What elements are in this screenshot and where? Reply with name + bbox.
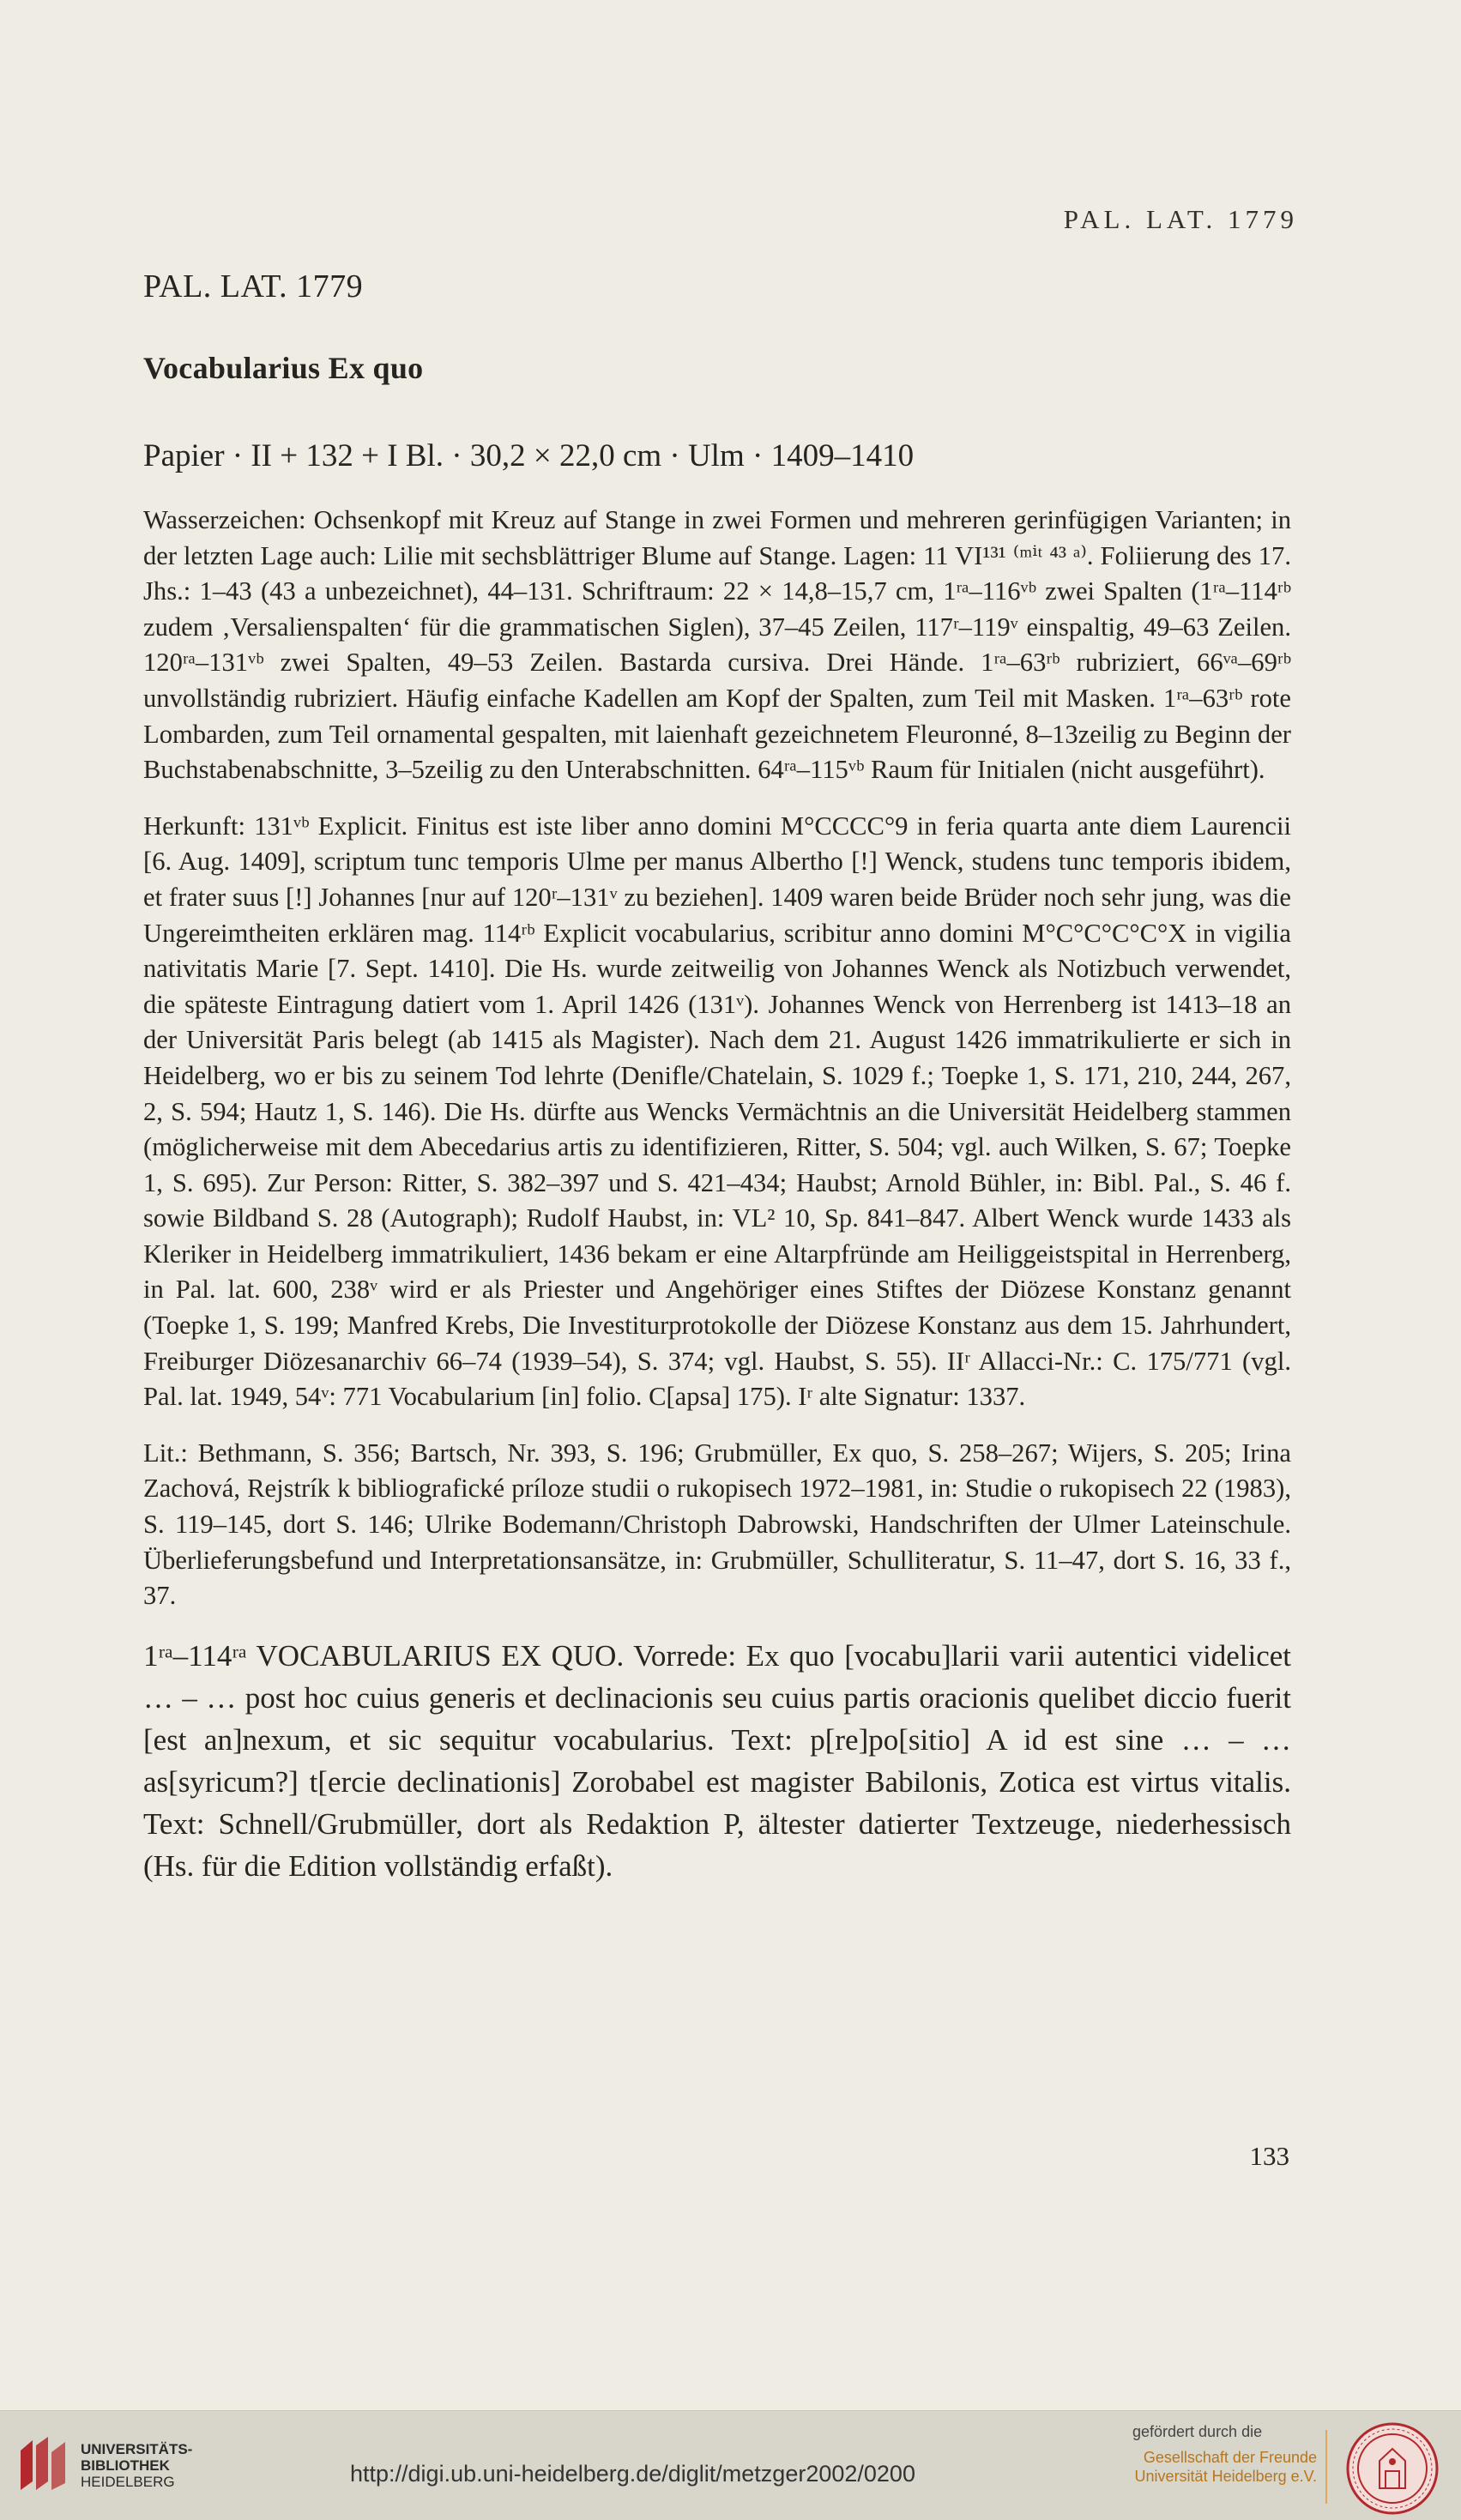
library-logo[interactable]	[15, 2433, 192, 2497]
university-seal-icon[interactable]	[1345, 2421, 1440, 2516]
library-name-line1: UNIVERSITÄTS-	[81, 2440, 193, 2457]
provenance-paragraph: Herkunft: 131ᵛᵇ Explicit. Finitus est iste liber anno domini M°CCCC°9 in feria quarta ante diem Laurencii [6. Aug. 1409], scriptum tunc temporis Ulme per manus Albertho [!] Wenck, studens tunc temporis ibidem, et frater suus [!] Johannes [nur auf 120ʳ–131ᵛ zu beziehen]. 1409 waren beide Brüder noch sehr jung, was die Ungereimtheiten erklären mag. 114ʳᵇ Explicit vocabularius, scribitur anno domini M°C°C°C°C°X in vigilia nativitatis Marie [7. Sept. 1410]. Die Hs. wurde zeitweilig von Johannes Wenck als Notizbuch verwendet, die späteste Eintragung datiert vom 1. April 1426 (131ᵛ). Johannes Wenck von Herrenberg ist 1413–18 an der Universität Paris belegt (ab 1415 als Magister). Nach dem 21. August 1426 immatrikulierte er sich in Heidelberg, wo er bis zu seinem Tod lehrte (Denifle/Chatelain, S. 1029 f.; Toepke 1, S. 171, 210, 244, 267, 2, S. 594; Hautz 1, S. 146). Die Hs. dürfte aus Wencks Vermächtnis an die Universität Heidelberg stammen (möglicherweise mit dem Abecedarius artis zu identifizieren, Ritter, S. 504; vgl. auch Wilken, S. 67; Toepke 1, S. 695). Zur Person: Ritter, S. 382–397 und S. 421–434; Haubst; Arnold Bühler, in: Bibl. Pal., S. 46 f. sowie Bildband S. 28 (Autograph); Rudolf Haubst, in: VL² 10, Sp. 841–847. Albert Wenck wurde 1433 als Kleriker in Heidelberg immatrikuliert, 1436 bekam er eine Altarpfründe am Heiliggeistspital in Herrenberg, in Pal. lat. 600, 238ᵛ wird er als Priester und Angehöriger eines Stiftes der Diözese Konstanz genannt (Toepke 1, S. 199; Manfred Krebs, Die Investiturprotokolle der Diözese Konstanz aus dem 15. Jahrhundert, Freiburger Diözesanarchiv 66–74 (1939–54), S. 374; vgl. Haubst, S. 55). IIʳ Allacci-Nr.: C. 175/771 (vgl. Pal. lat. 1949, 54ᵛ: 771 Vocabularium [in] folio. C[apsa] 175). Iʳ alte Signatur: 1337.	[143, 811, 1291, 1412]
library-name	[81, 2441, 192, 2490]
library-name-line2: BIBLIOTHEK	[81, 2457, 170, 2474]
sponsor-block[interactable]	[1132, 2423, 1317, 2486]
contents-paragraph: 1ʳᵃ–114ʳᵃ VOCABULARIUS EX QUO. Vorrede: Ex quo [vocabu]larii varii autentici videlicet … – … post hoc cuius generis et declinacionis seu cuius partis oracionis quelibet diccio fuerit [est an]nexum, et sic sequitur vocabularius. Text: p[re]po[sitio] A id est sine … – … as[syricum?] t[ercie declinationis] Zorobabel est magister Babilonis, Zotica est virtus vitalis. Text: Schnell/Grubmüller, dort als Redaktion P, ältester datierter Textzeuge, niederhessisch (Hs. für die Edition vollständig erfaßt).	[143, 1638, 1291, 1883]
sponsor-name	[1132, 2448, 1317, 2486]
physical-description-paragraph: Wasserzeichen: Ochsenkopf mit Kreuz auf Stange in zwei Formen und mehreren gerinfügigen Varianten; in der letzten Lage auch: Lilie mit sechsblättriger Blume auf Stange. Lagen: 11 VI¹³¹ ⁽ᵐⁱᵗ ⁴³ ᵃ⁾. Foliierung des 17. Jhs.: 1–43 (43 a unbezeichnet), 44–131. Schriftraum: 22 × 14,8–15,7 cm, 1ʳᵃ–116ᵛᵇ zwei Spalten (1ʳᵃ–114ʳᵇ zudem ‚Versalienspalten‘ für die grammatischen Siglen), 37–45 Zeilen, 117ʳ–119ᵛ einspaltig, 49–63 Zeilen. 120ʳᵃ–131ᵛᵇ zwei Spalten, 49–53 Zeilen. Bastarda cursiva. Drei Hände. 1ʳᵃ–63ʳᵇ rubriziert, 66ᵛᵃ–69ʳᵇ unvollständig rubriziert. Häufig einfache Kadellen am Kopf der Spalten, zum Teil mit Masken. 1ʳᵃ–63ʳᵇ rote Lombarden, zum Teil ornamental gespalten, mit laienhaft gezeichnetem Fleuronné, 8–13zeilig zu Beginn der Buchstabenabschnitte, 3–5zeilig zu den Unterabschnitten. 64ʳᵃ–115ᵛᵇ Raum für Initialen (nicht ausgeführt).	[143, 505, 1291, 785]
shelfmark-heading: PAL. LAT. 1779	[143, 268, 364, 304]
sponsor-name-line1: Gesellschaft der Freunde	[1143, 2449, 1317, 2466]
codicological-summary: Papier · II + 132 + I Bl. · 30,2 × 22,0 cm · Ulm · 1409–1410	[143, 438, 915, 473]
library-name-line3: HEIDELBERG	[81, 2473, 175, 2490]
page-number: 133	[1249, 2141, 1289, 2171]
sponsor-intro: gefördert durch die	[1132, 2423, 1263, 2440]
sponsor-name-line2: Universität Heidelberg e.V.	[1134, 2468, 1317, 2485]
literature-paragraph: Lit.: Bethmann, S. 356; Bartsch, Nr. 393, S. 196; Grubmüller, Ex quo, S. 258–267; Wijers, S. 205; Irina Zachová, Rejstrík k bibliografické príloze studii o rukopisech 1972–1981, in: Studie o rukopisech 22 (1983), S. 119–145, dort S. 146; Ulrike Bodemann/Christoph Dabrowski, Handschriften der Ulmer Lateinschule. Überlieferungsbefund und Interpretationsansätze, in: Grubmüller, Schulliteratur, S. 11–47, dort S. 16, 33 f., 37.	[143, 1438, 1291, 1611]
permalink-url[interactable]: http://digi.ub.uni-heidelberg.de/diglit/metzger2002/0200	[350, 2461, 915, 2487]
running-head: PAL. LAT. 1779	[1063, 204, 1298, 234]
description-body	[143, 503, 1291, 1908]
sponsor-divider	[1325, 2430, 1327, 2504]
viewer-footer	[0, 2410, 1461, 2520]
work-title: Vocabularius Ex quo	[143, 351, 424, 385]
library-logo-icon	[15, 2433, 70, 2497]
